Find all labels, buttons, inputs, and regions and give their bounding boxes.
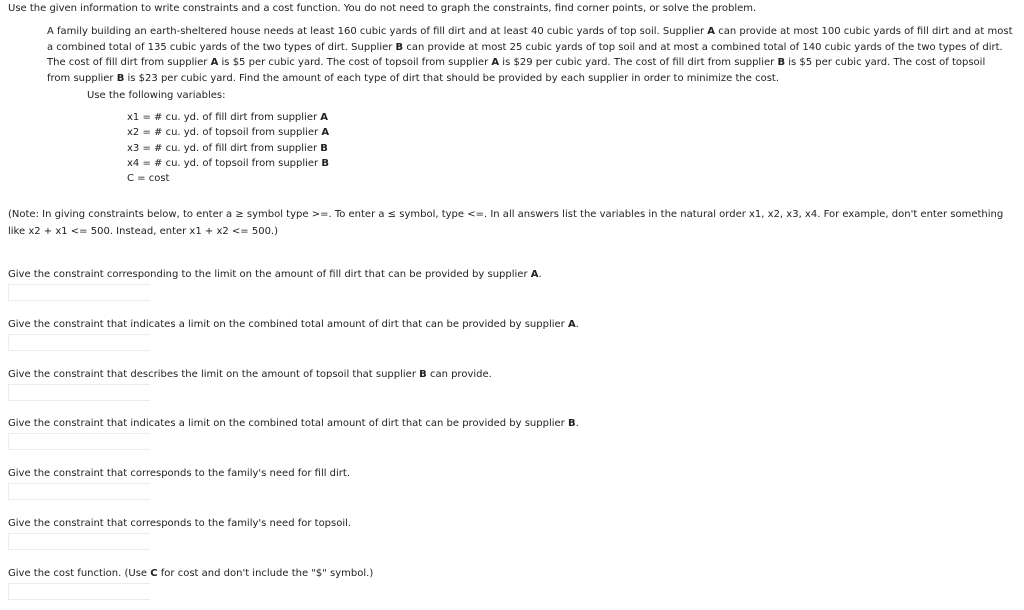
answer-input-fill-dirt-limit-a[interactable] — [8, 284, 150, 301]
variable-item: x3 = # cu. yd. of fill dirt from supplier B — [127, 142, 328, 154]
note-line: like x2 + x1 <= 500. Instead, enter x1 + x2 <= 500.) — [8, 225, 279, 237]
variables-list — [127, 110, 329, 186]
variable-item: x4 = # cu. yd. of topsoil from supplier B — [127, 157, 329, 169]
question-fill-dirt-need: Give the constraint that corresponds to the family's need for fill dirt. — [8, 468, 351, 479]
variable-item: x2 = # cu. yd. of topsoil from supplier A — [127, 127, 330, 139]
answer-input-combined-limit-a[interactable] — [8, 334, 150, 351]
variable-item: x1 = # cu. yd. of fill dirt from supplier A — [127, 112, 329, 123]
question-topsoil-limit-b: Give the constraint that describes the limit on the amount of topsoil that supplier B can provide. — [8, 369, 492, 380]
problem-line: A family building an earth-sheltered house needs at least 160 cubic yards of fill dirt and at least 40 cubic yards of top soil. Supplier A can provide at most 100 cubic yards of fill dirt and at most — [47, 26, 1013, 37]
question-fill-dirt-limit-a: Give the constraint corresponding to the limit on the amount of fill dirt that can be provided by supplier A. — [8, 269, 542, 280]
answer-input-fill-dirt-need[interactable] — [8, 483, 150, 500]
answer-input-topsoil-limit-b[interactable] — [8, 384, 150, 401]
question-cost-function: Give the cost function. (Use C for cost and don't include the "$" symbol.) — [8, 568, 374, 579]
answer-input-topsoil-need[interactable] — [8, 533, 150, 550]
question-combined-limit-a: Give the constraint that indicates a limit on the combined total amount of dirt that can be provided by supplier A. — [8, 319, 579, 330]
instructions-text: Use the given information to write constraints and a cost function. You do not need to graph the constraints, find corner points, or solve the problem. — [8, 3, 757, 14]
variable-item: C = cost — [127, 173, 170, 185]
problem-line: a combined total of 135 cubic yards of the two types of dirt. Supplier B can provide at most 25 cubic yards of top soil and at most a combined total of 140 cubic yards of the two types of dirt. — [47, 41, 1003, 53]
variables-heading: Use the following variables: — [87, 90, 226, 101]
question-topsoil-need: Give the constraint that corresponds to the family's need for topsoil. — [8, 518, 352, 529]
answer-input-combined-limit-b[interactable] — [8, 433, 150, 450]
problem-line: The cost of fill dirt from supplier A is $5 per cubic yard. The cost of topsoil from supplier A is $29 per cubic yard. The cost of fill dirt from supplier B is $5 per cubic yard. The cost of topsoil — [47, 57, 986, 68]
problem-statement — [47, 24, 1021, 86]
problem-line: from supplier B is $23 per cubic yard. Find the amount of each type of dirt that should be provided by each supplier in order to minimize the cost. — [47, 72, 780, 84]
entry-note — [8, 207, 1020, 240]
answer-input-cost-function[interactable] — [8, 583, 150, 600]
note-line: (Note: In giving constraints below, to enter a ≥ symbol type >=. To enter a ≤ symbol, type <=. In all answers list the variables in the natural order x1, x2, x3, x4. For example, don't enter something — [8, 209, 1004, 220]
question-combined-limit-b: Give the constraint that indicates a limit on the combined total amount of dirt that can be provided by supplier B. — [8, 418, 579, 429]
